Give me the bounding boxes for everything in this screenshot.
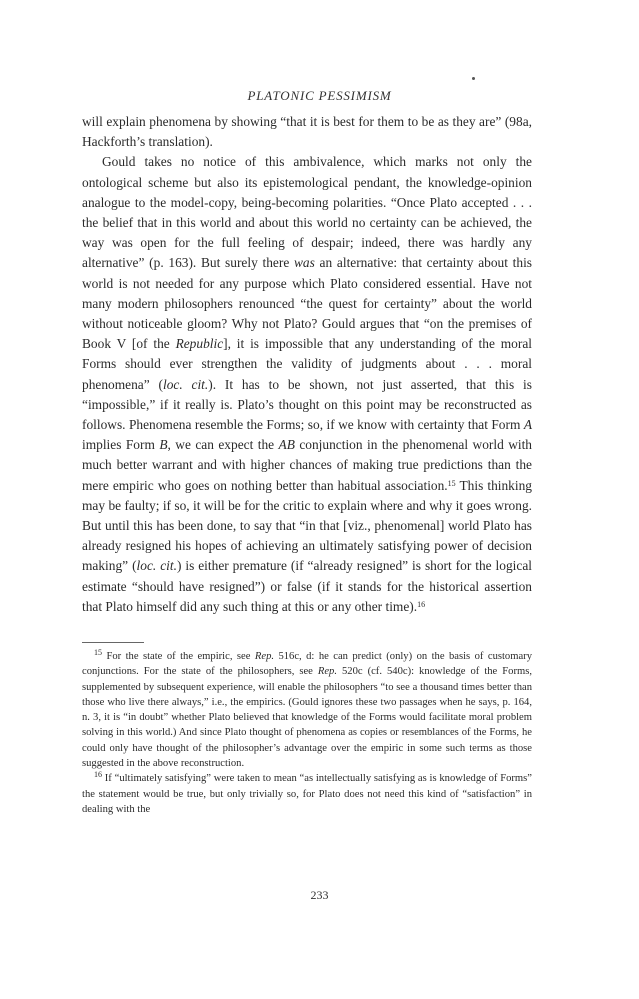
footnote-divider [82,642,144,643]
footnote-15: $^{15}$ For the state of the empiric, see Rep. 516c, d: he can predict (only) on the basis of customary conjunctions. For the state of the philosophers, see Rep. 520c (cf. 540c): knowledge of the Forms, supplemented by subsequent experience, will enable the philosophers “to see a thousand times better than those who live there always,” i.e., the empirics. (Gould ignores these two passages when he says, p. 164, n. 3, it is “in doubt” whether Plato believed that knowledge of the Forms would facilitate moral problem solving in this world.) And since Plato thought of phenomena as copies or resemblances of the Forms, he could only have thought of the philosopher’s advantage over the empiric in some such terms as those suggested in the above reconstruction. [82,648,533,770]
main-text [82,112,532,617]
footnotes [82,649,532,817]
footnote-16: $^{16}$ If “ultimately satisfying” were taken to mean “as intellectually satisfying as is knowledge of Forms” the statement would be true, but only trivially so, for Plato does not need this kind of “satisfaction” in dealing with the [82,770,532,815]
page-number: 233 [310,888,329,902]
footnote-mark-16: 16 [94,770,102,780]
paragraph-continuation: will explain phenomena by showing “that it is best for them to be as they are” (98a, Hackforth’s translation). [82,114,532,150]
paragraph-gould: Gould takes no notice of this ambivalence, which marks not only the ontological scheme but also its epistemological pendant, the knowledge-opinion analogue to the model-copy, being-becoming polarities. “Once Plato accepted . . . the belief that in this world and about this world no certainty can be achieved, the way was open for the full feeling of despair; indeed, there was hardly any alternative” (p. 163). But surely there was an alternative: that certainty about this world is not needed for any purpose which Plato considered essential. Have not many modern philosophers renounced “the quest for certainty” about the world without noticeable gloom? Why not Plato? Gould argues that “on the premises of Book V [of the Republic], it is impossible that any understanding of the moral Forms should ever strengthen the validity of judgments about . . . moral phenomena” (loc. cit.). It has to be shown, not just asserted, that this is “impossible,” if it really is. Plato’s thought on this point may be reconstructed as follows. Phenomena resemble the Forms; so, if we know with certainty that Form A implies Form B, we can expect the AB conjunction in the phenomenal world with much better warrant and with higher chances of making true predictions than the mere empiric who goes on nothing better than habitual association.$^{15}$ This thinking may be faulty; if so, it will be for the critic to explain where and why it goes wrong. But until this has been done, to say that “in that [viz., phenomenal] world Plato has already resigned his hopes of achieving an ultimately satisfying power of decision making” (loc. cit.) is either premature (if “already resigned” is short for the logical estimate “should have resigned”) or false (if it stands for the historical assertion that Plato himself did any such thing at this or any other time).$^{16}$ [82,154,533,614]
running-header: PLATONIC PESSIMISM [247,88,392,103]
page-speck [472,77,475,80]
footnote-mark-15: 15 [94,648,102,657]
footnote-ref-15[interactable]: 15 [447,478,456,488]
footnote-ref-16[interactable]: 16 [417,599,426,609]
